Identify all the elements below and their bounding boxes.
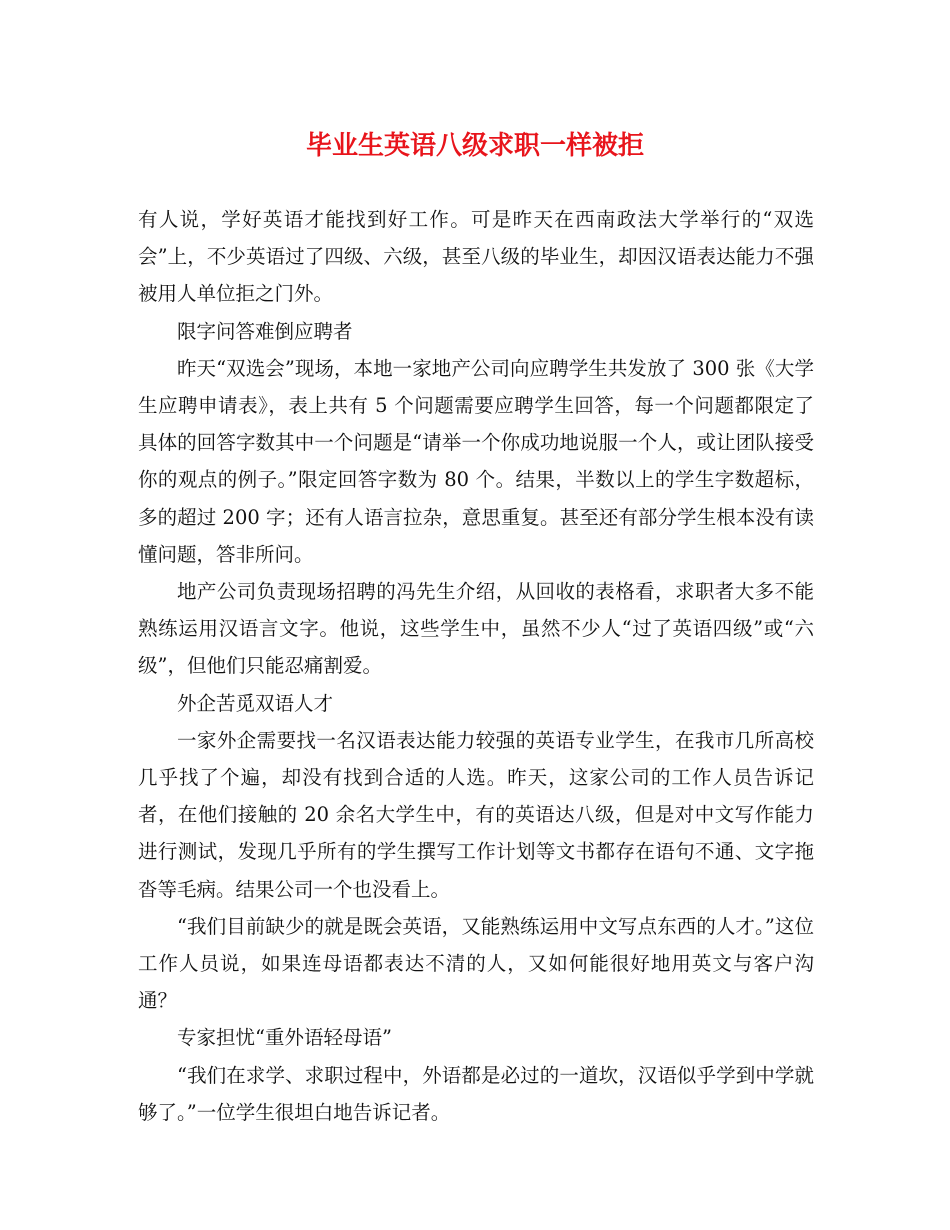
paragraph-foreign-company: 一家外企需要找一名汉语表达能力较强的英语专业学生，在我市几所高校几乎找了个遍，却没有找到合适的人选。昨天，这家公司的工作人员告诉记者，在他们接触的 20 余名大学生中，有的英语达八级，但是对中文写作能力进行测试，发现几乎所有的学生撰写工作计划等文书都存在语句不通、文字拖沓等毛病。结果公司一个也没看上。 xyxy=(138,728,814,901)
section-heading-bilingual: 外企苦觅双语人才 xyxy=(177,691,334,715)
paragraph-student-quote: “我们在求学、求职过程中，外语都是必过的一道坎，汉语似乎学到中学就够了。”一位学生很坦白地告诉记者。 xyxy=(138,1063,814,1124)
paragraph-job-fair: 昨天“双选会”现场，本地一家地产公司向应聘学生共发放了 300 张《大学生应聘申请表》，表上共有 5 个问题需要应聘学生回答，每一个问题都限定了具体的回答字数其中一个问题是“请举一个你成功地说服一个人，或让团队接受你的观点的例子。”限定回答字数为 80 个。结果，半数以上的学生字数超标，多的超过 200 字；还有人语言拉杂，意思重复。甚至还有部分学生根本没有读懂问题，答非所问。 xyxy=(138,356,814,566)
section-heading-word-limit: 限字问答难倒应聘者 xyxy=(177,319,353,343)
paragraph-intro: 有人说，学好英语才能找到好工作。可是昨天在西南政法大学举行的“双选会”上，不少英语过了四级、六级，甚至八级的毕业生，却因汉语表达能力不强被用人单位拒之门外。 xyxy=(138,208,814,306)
section-heading-experts: 专家担忧“重外语轻母语” xyxy=(177,1026,392,1050)
document-body xyxy=(138,201,814,1131)
paragraph-recruiter: 地产公司负责现场招聘的冯先生介绍，从回收的表格看，求职者大多不能熟练运用汉语言文字。他说，这些学生中，虽然不少人“过了英语四级”或“六级”，但他们只能忍痛割爱。 xyxy=(138,580,814,678)
document-title: 毕业生英语八级求职一样被拒 xyxy=(305,131,644,161)
paragraph-quote-staff: “我们目前缺少的就是既会英语，又能熟练运用中文写点东西的人才。”这位工作人员说，如果连母语都表达不清的人，又如何能很好地用英文与客户沟通？ xyxy=(138,914,814,1013)
